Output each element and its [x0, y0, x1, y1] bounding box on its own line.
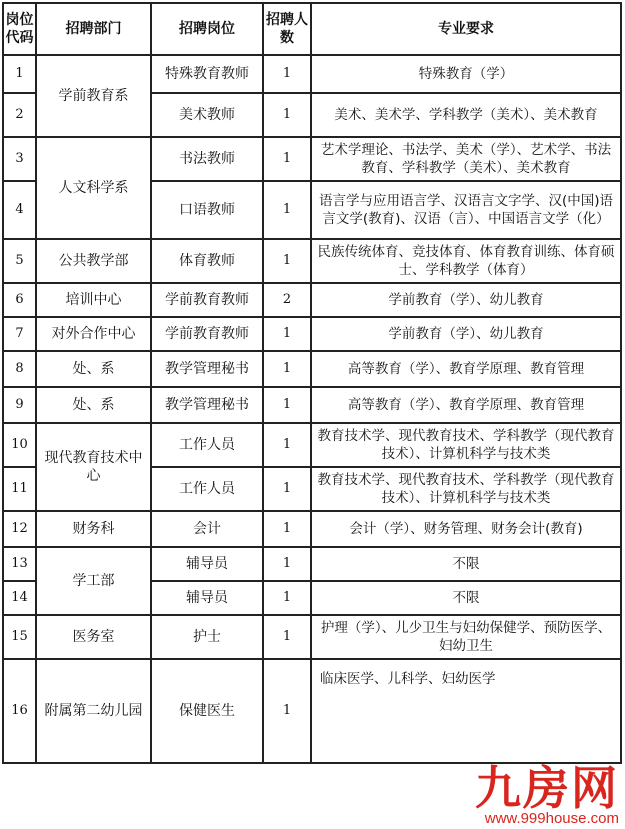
cell-requirements: 不限: [311, 581, 621, 615]
cell-code: 6: [3, 283, 36, 317]
watermark-url: www.999house.com: [484, 810, 619, 827]
cell-code: 10: [3, 423, 36, 467]
cell-position: 学前教育教师: [151, 283, 263, 317]
cell-code: 5: [3, 239, 36, 283]
cell-code: 9: [3, 387, 36, 423]
header-department: 招聘部门: [36, 3, 151, 55]
cell-code: 15: [3, 615, 36, 659]
header-position: 招聘岗位: [151, 3, 263, 55]
cell-position: 工作人员: [151, 467, 263, 511]
cell-count: 1: [263, 387, 311, 423]
cell-code: 8: [3, 351, 36, 387]
table-row: [3, 351, 621, 387]
cell-requirements: 高等教育（学）、教育学原理、教育管理: [311, 387, 621, 423]
table-row: [3, 511, 621, 547]
cell-department: 医务室: [36, 615, 151, 659]
cell-count: 1: [263, 317, 311, 351]
header-requirements: 专业要求: [311, 3, 621, 55]
cell-code: 13: [3, 547, 36, 581]
cell-count: 1: [263, 239, 311, 283]
table-row: [3, 317, 621, 351]
table-row: [3, 239, 621, 283]
cell-requirements: 艺术学理论、书法学、美术（学）、艺术学、书法教育、学科教学（美术）、美术教育: [311, 137, 621, 181]
cell-code: 16: [3, 659, 36, 763]
table-row: [3, 137, 621, 181]
header-count: 招聘人数: [263, 3, 311, 55]
cell-code: 1: [3, 55, 36, 93]
cell-position: 辅导员: [151, 581, 263, 615]
cell-position: 保健医生: [151, 659, 263, 763]
cell-position: 辅导员: [151, 547, 263, 581]
cell-requirements: 特殊教育（学）: [311, 55, 621, 93]
table-row: [3, 55, 621, 93]
table-row: [3, 659, 621, 763]
cell-requirements: 教育技术学、现代教育技术、学科教学（现代教育技术）、计算机科学与技术类: [311, 467, 621, 511]
cell-requirements: 学前教育（学）、幼儿教育: [311, 283, 621, 317]
cell-department: 处、系: [36, 351, 151, 387]
cell-position: 教学管理秘书: [151, 387, 263, 423]
table-row: [3, 387, 621, 423]
cell-position: 口语教师: [151, 181, 263, 239]
cell-count: 1: [263, 423, 311, 467]
cell-position: 工作人员: [151, 423, 263, 467]
cell-requirements: 学前教育（学）、幼儿教育: [311, 317, 621, 351]
cell-count: 2: [263, 283, 311, 317]
cell-department: 对外合作中心: [36, 317, 151, 351]
table-header-row: [3, 3, 621, 55]
cell-position: 会计: [151, 511, 263, 547]
cell-count: 1: [263, 55, 311, 93]
cell-count: 1: [263, 93, 311, 137]
watermark-logo-text: 九房网: [475, 761, 619, 815]
cell-count: 1: [263, 181, 311, 239]
cell-department: 学工部: [36, 547, 151, 615]
cell-count: 1: [263, 615, 311, 659]
cell-requirements: 会计（学）、财务管理、财务会计(教育): [311, 511, 621, 547]
recruitment-table: [2, 2, 622, 764]
cell-count: 1: [263, 467, 311, 511]
cell-code: 7: [3, 317, 36, 351]
cell-count: 1: [263, 137, 311, 181]
cell-requirements: 不限: [311, 547, 621, 581]
cell-code: 4: [3, 181, 36, 239]
watermark-logo: [475, 761, 619, 827]
table-row: [3, 547, 621, 581]
table-row: [3, 283, 621, 317]
cell-position: 书法教师: [151, 137, 263, 181]
cell-position: 学前教育教师: [151, 317, 263, 351]
cell-position: 美术教师: [151, 93, 263, 137]
cell-code: 3: [3, 137, 36, 181]
cell-department: 公共教学部: [36, 239, 151, 283]
cell-requirements: 语言学与应用语言学、汉语言文字学、汉(中国)语言文学(教育)、汉语（言）、中国语言文学（化）: [311, 181, 621, 239]
cell-count: 1: [263, 547, 311, 581]
cell-code: 11: [3, 467, 36, 511]
cell-department: 财务科: [36, 511, 151, 547]
cell-position: 体育教师: [151, 239, 263, 283]
cell-requirements: 护理（学）、儿少卫生与妇幼保健学、预防医学、妇幼卫生: [311, 615, 621, 659]
cell-position: 特殊教育教师: [151, 55, 263, 93]
cell-position: 教学管理秘书: [151, 351, 263, 387]
cell-department: 现代教育技术中心: [36, 423, 151, 511]
cell-department: 学前教育系: [36, 55, 151, 137]
cell-requirements: 美术、美术学、学科教学（美术）、美术教育: [311, 93, 621, 137]
cell-position: 护士: [151, 615, 263, 659]
cell-department: 人文科学系: [36, 137, 151, 239]
cell-department: 处、系: [36, 387, 151, 423]
cell-code: 12: [3, 511, 36, 547]
cell-requirements: 高等教育（学）、教育学原理、教育管理: [311, 351, 621, 387]
header-code: 岗位代码: [3, 3, 36, 55]
cell-requirements: 教育技术学、现代教育技术、学科教学（现代教育技术）、计算机科学与技术类: [311, 423, 621, 467]
cell-code: 14: [3, 581, 36, 615]
cell-count: 1: [263, 581, 311, 615]
cell-count: 1: [263, 351, 311, 387]
table-row: [3, 615, 621, 659]
cell-count: 1: [263, 659, 311, 763]
cell-requirements: 民族传统体育、竞技体育、体育教育训练、体育硕士、学科教学（体育）: [311, 239, 621, 283]
cell-department: 培训中心: [36, 283, 151, 317]
cell-department: 附属第二幼儿园: [36, 659, 151, 763]
table-row: [3, 423, 621, 467]
cell-count: 1: [263, 511, 311, 547]
cell-code: 2: [3, 93, 36, 137]
cell-requirements: 临床医学、儿科学、妇幼医学: [311, 659, 621, 763]
